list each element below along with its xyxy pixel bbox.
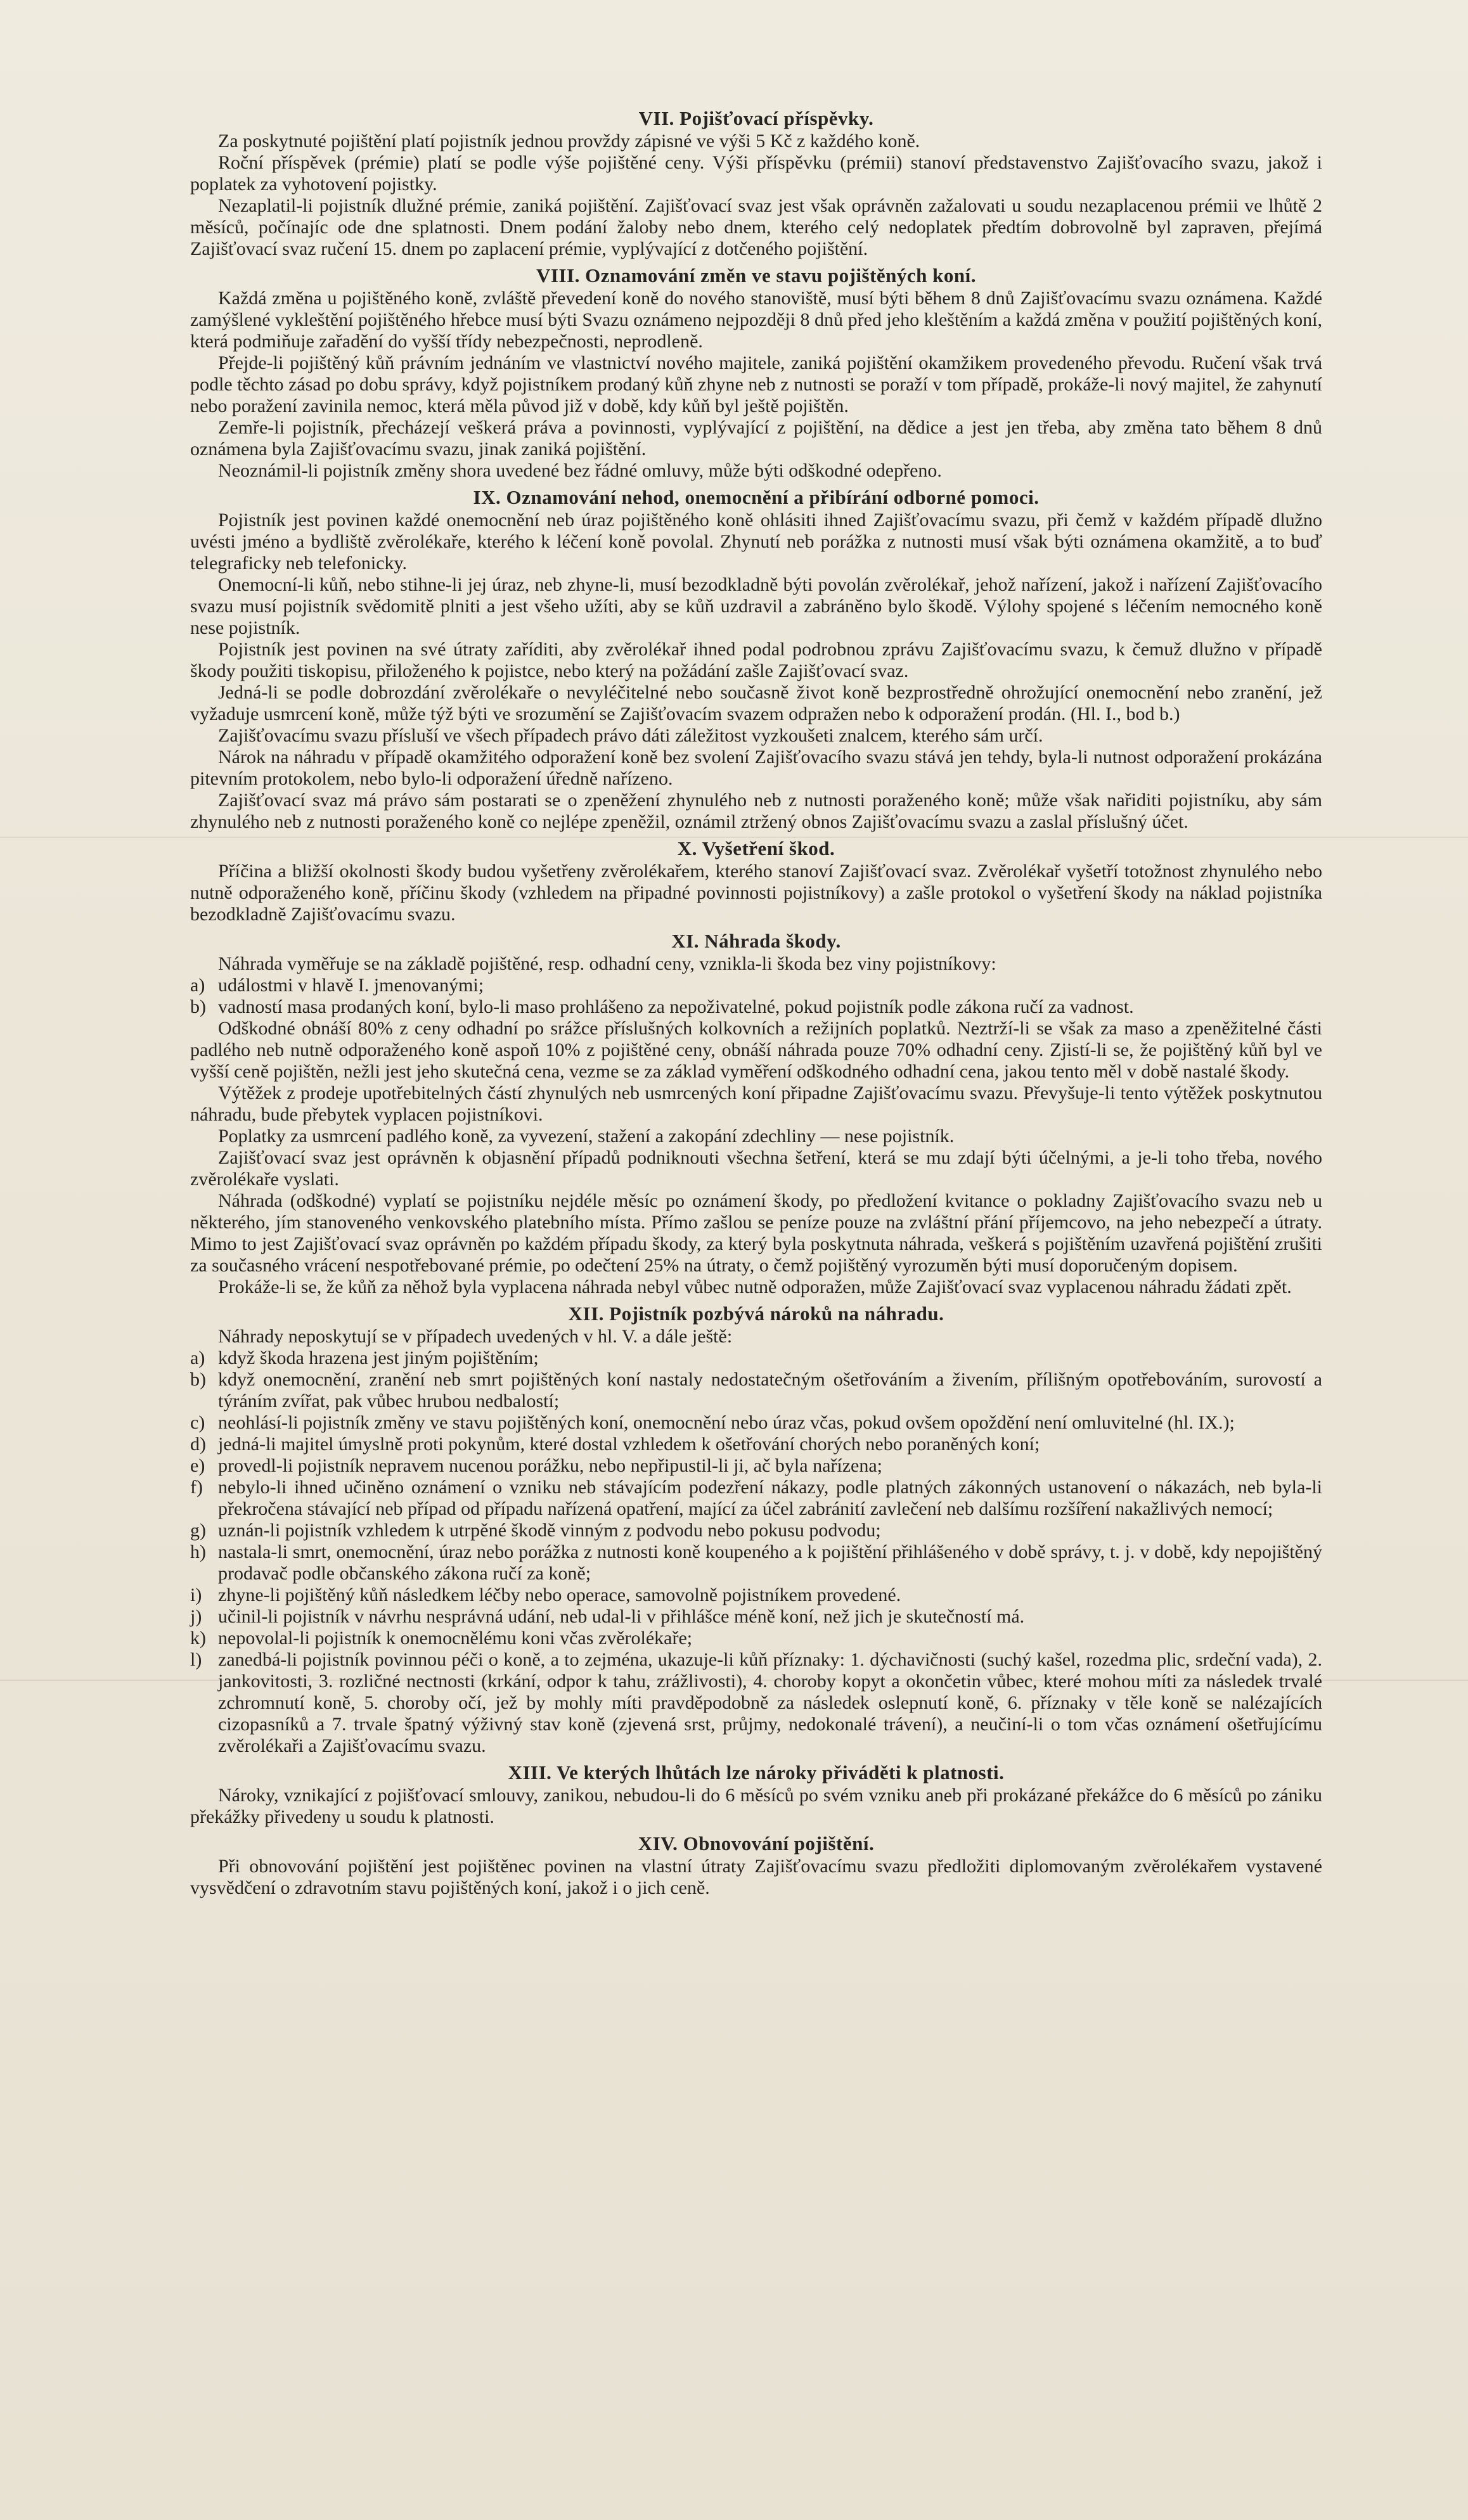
list-item-text: neohlásí-li pojistník změny ve stavu pojištěných koní, onemocnění nebo úraz včas, pokud ovšem opoždění není omluvitelné (hl. IX.); xyxy=(218,1412,1235,1433)
paper-fold xyxy=(0,837,1468,838)
list-marker: f) xyxy=(190,1477,203,1498)
list-marker: h) xyxy=(190,1541,206,1562)
paragraph: Výtěžek z prodeje upotřebitelných částí zhynulých neb usmrcených koní připadne Zajišťovacímu svazu. Převyšuje-li tento výtěžek poskytnutou náhradu, bude přebytek vyplacen pojistníkovi. xyxy=(190,1083,1322,1125)
section-xii xyxy=(190,1302,1322,1757)
section-x xyxy=(190,837,1322,925)
paragraph: Náhrada vyměřuje se na základě pojištěné, resp. odhadní ceny, vznikla-li škoda bez viny pojistníkovy: xyxy=(218,953,996,974)
list-item xyxy=(190,1434,1322,1455)
list-item-text: uznán-li pojistník vzhledem k utrpěné škodě vinným z podvodu nebo pokusu podvodu; xyxy=(218,1520,881,1541)
list-item-text: když škoda hrazena jest jiným pojištěním; xyxy=(218,1347,539,1368)
list-item xyxy=(190,1649,1322,1757)
section-title: VIII. Oznamování změn ve stavu pojištěných koní. xyxy=(536,264,976,286)
paragraph: Přejde-li pojištěný kůň právním jednáním ve vlastnictví nového majitele, zaniká pojištění okamžikem provedeného převodu. Ručení však trvá podle těchto zásad po dobu správy, když pojistníkem prodaný kůň zhyne neb z nutnosti se poraží v tom případě, prokáže-li nový majitel, že zahynutí nebo poražení zavinila nemoc, která měla původ již v době, kdy kůň byl ještě pojištěn. xyxy=(190,352,1322,416)
list-item-text: učinil-li pojistník v návrhu nesprávná udání, neb udal-li v přihlášce méně koní, než jich je skutečností má. xyxy=(218,1606,1025,1627)
list-marker: a) xyxy=(190,1347,205,1368)
list-item-text: zanedbá-li pojistník povinnou péči o koně, a to zejména, ukazuje-li kůň příznaky: 1. dýchavičnosti (suchý kašel, rozedma plic, srdeční vada), 2. jankovitosti, 3. rozličné nectnosti (krkání, odpor k tahu, zrážlivosti), 4. choroby kopyt a okončetin vůbec, které mohou míti za následek trvalé zchromnutí koně, 5. choroby očí, jež by mohly míti pravděpodobně za následek oslepnutí koně, 6. příznaky v těle koně se nalézajících cizopasníků a 7. trvale špatný výživný stav koně (zjevená srst, průjmy, nedokonalé trávení), a neučiní-li o tom včas oznámení ošetřujícímu zvěrolékaři a Zajišťovacímu svazu. xyxy=(218,1649,1322,1756)
list-marker: g) xyxy=(190,1520,206,1541)
list xyxy=(190,975,1322,1018)
paragraph: Nároky, vznikající z pojišťovací smlouvy, zanikou, nebudou-li do 6 měsíců po svém vzniku aneb při prokázané překážce do 6 měsíců po zániku překážky přivedeny u soudu k platnosti. xyxy=(190,1785,1322,1827)
section-xiv xyxy=(190,1832,1322,1899)
list-marker: j) xyxy=(190,1606,202,1627)
list-item xyxy=(190,975,1322,996)
paragraph: Náhrada (odškodné) vyplatí se pojistníku nejdéle měsíc po oznámení škody, po předložení kvitance o pokladny Zajišťovacího svazu neb u některého, jím stanoveného venkovského platebního místa. Přímo zašlou se peníze pouze na zvláštní přání příjemcovo, na jeho nebezpečí a útraty. Mimo to jest Zajišťovací svaz oprávněn po každém případu škody, za který byla poskytnuta náhrada, veškerá s pojištěním uzavřená pojištění zrušiti za současného vrácení nespotřebované prémie, po odečtení 25% na útraty, o čemž pojištěný vyrozuměn býti musí doporučeným dopisem. xyxy=(190,1190,1322,1276)
list-item-text: jedná-li majitel úmyslně proti pokynům, které dostal vzhledem k ošetřování chorých nebo poraněných koní; xyxy=(218,1434,1040,1455)
paragraph: Roční příspěvek (prémie) platí se podle výše pojištěné ceny. Výši příspěvku (prémii) stanoví představenstvo Zajišťovacího svazu, jakož i poplatek za vyhotovení pojistky. xyxy=(190,152,1322,195)
paragraph: Prokáže-li se, že kůň za něhož byla vyplacena náhrada nebyl vůbec nutně odporažen, může Zajišťovací svaz vyplacenou náhradu žádati zpět. xyxy=(218,1276,1292,1297)
list-item-text: zhyne-li pojištěný kůň následkem léčby nebo operace, samovolně pojistníkem provedené. xyxy=(218,1585,901,1605)
list-marker: k) xyxy=(190,1628,206,1649)
section-xi xyxy=(190,929,1322,1298)
section-vii xyxy=(190,106,1322,260)
list-item xyxy=(190,1606,1322,1628)
section-title: XII. Pojistník pozbývá nároků na náhradu. xyxy=(568,1302,944,1325)
section-title: XI. Náhrada škody. xyxy=(671,930,841,952)
paragraph: Pojistník jest povinen každé onemocnění neb úraz pojištěného koně ohlásiti ihned Zajišťovacímu svazu, při čemž v každém případě dlužno uvésti jméno a bydliště zvěrolékaře, kterého k léčení koně povolal. Zhynutí neb porážka z nutnosti musí však býti oznámena okamžitě, a to buď telegraficky neb telefonicky. xyxy=(190,510,1322,574)
section-title: IX. Oznamování nehod, onemocnění a přibírání odborné pomoci. xyxy=(473,486,1040,508)
paragraph: Zemře-li pojistník, přecházejí veškerá práva a povinnosti, vyplývající z pojištění, na dědice a jest jen třeba, aby změna tato během 8 dnů oznámena byla Zajišťovacímu svazu, jinak zaniká pojištění. xyxy=(190,417,1322,460)
list-item xyxy=(190,1628,1322,1649)
list-item xyxy=(190,1369,1322,1412)
list-marker: l) xyxy=(190,1649,202,1670)
paragraph: Poplatky za usmrcení padlého koně, za vyvezení, stažení a zakopání zdechliny — nese pojistník. xyxy=(218,1126,955,1147)
list-item xyxy=(190,1541,1322,1585)
list-item xyxy=(190,1455,1322,1477)
list-item xyxy=(190,1520,1322,1541)
list-marker: i) xyxy=(190,1585,202,1605)
list-item xyxy=(190,1347,1322,1369)
paragraph: Příčina a bližší okolnosti škody budou vyšetřeny zvěrolékařem, kterého stanoví Zajišťovací svaz. Zvěrolékař vyšetří totožnost zhynulého nebo nutně odporaženého koně, příčinu škody (vzhledem na připadné povinnosti pojistníkovy) a zašle protokol o vyšetření škody na náklad pojistníka bezodkladně Zajišťovacímu svazu. xyxy=(190,861,1322,925)
list-item-text: když onemocnění, zranění neb smrt pojištěných koní nastaly nedostatečným ošetřováním a živením, přílišným opotřebováním, surovostí a týráním zvířat, pak vůbec hrubou nedbalostí; xyxy=(218,1369,1322,1411)
list-item xyxy=(190,996,1322,1018)
list-item xyxy=(190,1585,1322,1606)
paragraph: Odškodné obnáší 80% z ceny odhadní po srážce příslušných kolkovních a režijních poplatků. Neztrží-li se však za maso a zpeněžitelné části padlého neb nutně odporaženého koně aspoň 10% z pojištěné ceny, obnáší náhrada pouze 70% odhadní ceny. Zjistí-li se, že pojištěný kůň byl ve vyšší ceně pojištěn, nežli jest jeho skutečná cena, vezme se za základ vyměření odškodného odhadní cena, jakou tento měl v době nastalé škody. xyxy=(190,1018,1322,1082)
paragraph: Za poskytnuté pojištění platí pojistník jednou provždy zápisné ve výši 5 Kč z každého koně. xyxy=(218,131,920,151)
list-item xyxy=(190,1477,1322,1520)
paragraph: Zajišťovací svaz má právo sám postarati se o zpeněžení zhynulého neb z nutnosti poraženého koně; může však nařiditi pojistníku, aby sám zhynulého neb z nutnosti poraženého koně co nejlépe zpeněžil, oznámil ztržený obnos Zajišťovacímu svazu a zaslal příslušný účet. xyxy=(190,790,1322,832)
list-marker: e) xyxy=(190,1455,205,1476)
section-ix xyxy=(190,485,1322,833)
paragraph: Neoznámil-li pojistník změny shora uvedené bez řádné omluvy, může býti odškodné odepřeno. xyxy=(218,460,942,481)
section-title: VII. Pojišťovací příspěvky. xyxy=(638,107,874,129)
paragraph: Nezaplatil-li pojistník dlužné prémie, zaniká pojištění. Zajišťovací svaz jest však oprávněn zažalovati u soudu nezaplacenou prémii ve lhůtě 2 měsíců, počínajíc ode dne splatnosti. Dnem podání žaloby nebo dnem, kterého celý nedoplatek předtím dobrovolně byl zapraven, přejímá Zajišťovací svaz ručení 15. dnem po zaplacení prémie, vyplývající z dotčeného pojištění. xyxy=(190,195,1322,259)
section-viii xyxy=(190,264,1322,482)
paragraph: Zajišťovacímu svazu přísluší ve všech případech právo dáti záležitost vyzkoušeti znalcem, kterého sám určí. xyxy=(218,725,1043,746)
paragraph: Nárok na náhradu v případě okamžitého odporažení koně bez svolení Zajišťovacího svazu stává jen tehdy, byla-li nutnost odporažení prokázána pitevním protokolem, nebo bylo-li odporažení úředně nařízeno. xyxy=(190,747,1322,789)
list-item-text: nebylo-li ihned učiněno oznámení o vzniku neb stávajícím podezření nákazy, podle platných zákonných ustanovení o nákazách, neb byla-li překročena stávající neb případ od případu nařízená opatření, mající za účel zabránití zavlečení neb dalšímu rozšíření nakažlivých nemocí; xyxy=(218,1477,1322,1519)
section-title: X. Vyšetření škod. xyxy=(677,837,835,859)
list-item-text: vadností masa prodaných koní, bylo-li maso prohlášeno za nepoživatelné, pokud pojistník podle zákona ručí za vadnost. xyxy=(218,996,1134,1017)
section-xiii xyxy=(190,1761,1322,1828)
list-marker: d) xyxy=(190,1434,206,1455)
paragraph: Onemocní-li kůň, nebo stihne-li jej úraz, neb zhyne-li, musí bezodkladně býti povolán zvěrolékař, jehož nařízení, jakož i nařízení Zajišťovacího svazu musí pojistník svědomitě plniti a jest všeho užíti, aby se kůň uzdravil a zabráněno bylo škodě. Výlohy spojené s léčením nemocného koně nese pojistník. xyxy=(190,574,1322,638)
list-marker: c) xyxy=(190,1412,205,1433)
section-title: XIII. Ve kterých lhůtách lze nároky přiváděti k platnosti. xyxy=(508,1761,1005,1784)
list-marker: b) xyxy=(190,1369,206,1390)
paragraph: Při obnovování pojištění jest pojištěnec povinen na vlastní útraty Zajišťovacímu svazu předložiti diplomovaným zvěrolékařem vystavené vysvědčení o zdravotním stavu pojištěných koní, jakož i o jich ceně. xyxy=(190,1856,1322,1898)
paragraph: Každá změna u pojištěného koně, zvláště převedení koně do nového stanoviště, musí býti během 8 dnů Zajišťovacímu svazu oznámena. Každé zamýšlené vykleštění pojištěného hřebce musí býti Svazu oznámeno nejpozději 8 dnů před jeho kleštěním a každá změna v použití pojištěných koní, která podmiňuje zařadění do vyšší třídy nebezpečnosti, neprodleně. xyxy=(190,288,1322,352)
list-item-text: událostmi v hlavě I. jmenovanými; xyxy=(218,975,484,996)
list-marker: b) xyxy=(190,996,206,1017)
section-title: XIV. Obnovování pojištění. xyxy=(638,1832,875,1855)
list xyxy=(190,1347,1322,1757)
paragraph: Jedná-li se podle dobrozdání zvěrolékaře o nevyléčitelné nebo současně život koně bezprostředně ohrožující onemocnění nebo zranění, jež vyžaduje usmrcení koně, může týž býti ve srozumění se Zajišťovacím svazem odpražen nebo k odporažení prodán. (Hl. I., bod b.) xyxy=(190,682,1322,724)
list-marker: a) xyxy=(190,975,205,996)
list-item xyxy=(190,1412,1322,1434)
list-item-text: nepovolal-li pojistník k onemocnělému koni včas zvěrolékaře; xyxy=(218,1628,693,1649)
list-item-text: provedl-li pojistník nepravem nucenou porážku, nebo nepřipustil-li ji, ač byla nařízena; xyxy=(218,1455,883,1476)
paragraph: Pojistník jest povinen na své útraty zaříditi, aby zvěrolékař ihned podal podrobnou zprávu Zajišťovacímu svazu, k čemuž dlužno v případě škody použiti tiskopisu, přiloženého k pojistce, nebo který na požádání zašle Zajišťovací svaz. xyxy=(190,639,1322,681)
paragraph: Zajišťovací svaz jest oprávněn k objasnění případů podniknouti všechna šetření, která se mu zdají býti účelnými, a je-li toho třeba, nového zvěrolékaře vyslati. xyxy=(190,1147,1322,1190)
paragraph: Náhrady neposkytují se v případech uvedených v hl. V. a dále ještě: xyxy=(218,1326,733,1347)
list-item-text: nastala-li smrt, onemocnění, úraz nebo porážka z nutnosti koně koupeného a k pojištění přihlášeného v době správy, t. j. v době, kdy nepojištěný prodavač podle občanského zákona ručí za koně; xyxy=(218,1541,1322,1584)
